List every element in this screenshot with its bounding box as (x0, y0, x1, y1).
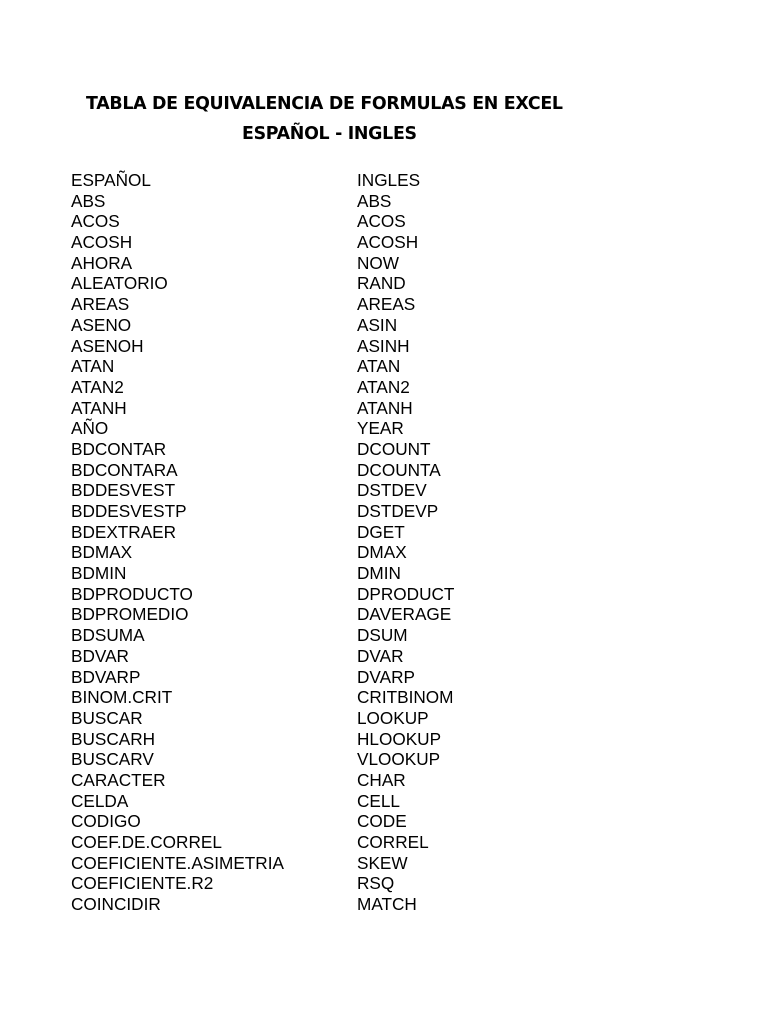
cell-espanol: BUSCARH (71, 728, 156, 749)
cell-ingles: CRITBINOM (357, 687, 454, 708)
table-row (0, 398, 768, 419)
table-row (0, 894, 768, 915)
cell-espanol: AÑO (71, 418, 109, 439)
cell-espanol: ACOSH (71, 232, 133, 253)
cell-espanol: CARACTER (71, 769, 166, 790)
cell-espanol: ATAN (71, 356, 115, 377)
title-line-1: TABLA DE EQUIVALENCIA DE FORMULAS EN EXCEL (86, 94, 563, 114)
table-row (0, 729, 768, 750)
table-row (0, 232, 768, 253)
table-row (0, 604, 768, 625)
cell-ingles: ASINH (357, 335, 410, 356)
cell-ingles: SKEW (357, 852, 408, 873)
cell-espanol: COEFICIENTE.R2 (71, 873, 214, 894)
cell-espanol: COEFICIENTE.ASIMETRIA (71, 852, 284, 873)
cell-ingles: ASIN (357, 314, 398, 335)
cell-espanol: ABS (71, 190, 106, 211)
table-row (0, 563, 768, 584)
table-header-row (0, 170, 768, 191)
table-row (0, 873, 768, 894)
cell-ingles: DSTDEV (357, 480, 427, 501)
cell-espanol: BDEXTRAER (71, 521, 177, 542)
cell-ingles: ABS (357, 190, 392, 211)
cell-espanol: ATANH (71, 397, 127, 418)
table-row (0, 770, 768, 791)
document-title (0, 89, 768, 149)
cell-espanol: BUSCARV (71, 749, 154, 770)
cell-espanol: AREAS (71, 294, 130, 315)
cell-espanol: BUSCAR (71, 707, 143, 728)
table-row (0, 584, 768, 605)
table-row (0, 625, 768, 646)
cell-espanol: BDDESVESTP (71, 501, 187, 521)
table-body (0, 191, 768, 915)
table-row (0, 418, 768, 439)
cell-ingles: ACOS (357, 211, 406, 232)
cell-ingles: ATAN (357, 356, 401, 377)
cell-ingles: LOOKUP (357, 707, 429, 728)
cell-ingles: DMAX (357, 542, 407, 563)
cell-espanol: CELDA (71, 790, 129, 811)
table-row (0, 273, 768, 294)
cell-ingles: CORREL (357, 832, 429, 852)
table-row (0, 253, 768, 274)
table-row (0, 294, 768, 315)
cell-espanol: COEF.DE.CORREL (71, 832, 222, 852)
cell-ingles: VLOOKUP (357, 749, 441, 770)
table-row (0, 791, 768, 812)
cell-ingles: MATCH (357, 894, 417, 915)
table-row (0, 853, 768, 874)
header-ingles: INGLES (357, 170, 421, 190)
cell-ingles: ACOSH (357, 232, 419, 253)
cell-espanol: BDCONTARA (71, 459, 178, 480)
table-row (0, 439, 768, 460)
cell-espanol: BDMAX (71, 542, 133, 563)
cell-ingles: CODE (357, 811, 407, 832)
cell-ingles: DPRODUCT (357, 583, 455, 604)
cell-ingles: NOW (357, 252, 400, 273)
cell-espanol: BDVARP (71, 666, 141, 687)
table-row (0, 315, 768, 336)
cell-espanol: BDCONTAR (71, 438, 167, 459)
cell-espanol: ASENO (71, 314, 132, 335)
cell-espanol: BDSUMA (71, 625, 145, 646)
cell-espanol: BINOM.CRIT (71, 687, 173, 708)
cell-ingles: DVARP (357, 666, 415, 687)
table-row (0, 646, 768, 667)
cell-espanol: ATAN2 (71, 376, 124, 397)
cell-espanol: BDPROMEDIO (71, 604, 189, 625)
cell-ingles: ATANH (357, 397, 413, 418)
table-row (0, 749, 768, 770)
cell-ingles: YEAR (357, 418, 404, 439)
table-row (0, 377, 768, 398)
cell-espanol: ALEATORIO (71, 273, 168, 294)
header-espanol: ESPAÑOL (71, 170, 151, 190)
cell-ingles: DSTDEVP (357, 501, 439, 521)
cell-ingles: CHAR (357, 769, 406, 790)
table-row (0, 832, 768, 853)
equivalence-table (0, 170, 768, 915)
table-row (0, 667, 768, 688)
cell-espanol: COINCIDIR (71, 894, 161, 915)
table-row (0, 542, 768, 563)
cell-espanol: BDMIN (71, 563, 127, 584)
cell-espanol: BDVAR (71, 645, 129, 666)
cell-ingles: CELL (357, 790, 400, 811)
cell-ingles: ATAN2 (357, 376, 410, 397)
cell-espanol: AHORA (71, 252, 133, 273)
table-row (0, 687, 768, 708)
table-row (0, 811, 768, 832)
table-row (0, 480, 768, 501)
cell-espanol: ASENOH (71, 335, 144, 356)
cell-ingles: DAVERAGE (357, 604, 452, 625)
cell-ingles: RSQ (357, 873, 395, 894)
title-line-2: ESPAÑOL - INGLES (242, 124, 417, 144)
table-row (0, 460, 768, 481)
table-row (0, 522, 768, 543)
table-row (0, 336, 768, 357)
table-row (0, 356, 768, 377)
table-row (0, 191, 768, 212)
cell-espanol: CODIGO (71, 811, 141, 832)
table-row (0, 501, 768, 522)
cell-ingles: AREAS (357, 294, 416, 315)
table-row (0, 708, 768, 729)
table-row (0, 211, 768, 232)
cell-ingles: DCOUNT (357, 438, 431, 459)
cell-ingles: DMIN (357, 563, 401, 584)
cell-espanol: BDDESVEST (71, 480, 176, 501)
cell-ingles: DVAR (357, 645, 404, 666)
cell-ingles: DGET (357, 521, 405, 542)
cell-ingles: RAND (357, 273, 406, 294)
cell-espanol: BDPRODUCTO (71, 583, 193, 604)
cell-ingles: DCOUNTA (357, 459, 441, 480)
cell-ingles: DSUM (357, 625, 408, 646)
cell-ingles: HLOOKUP (357, 728, 442, 749)
cell-espanol: ACOS (71, 211, 120, 232)
